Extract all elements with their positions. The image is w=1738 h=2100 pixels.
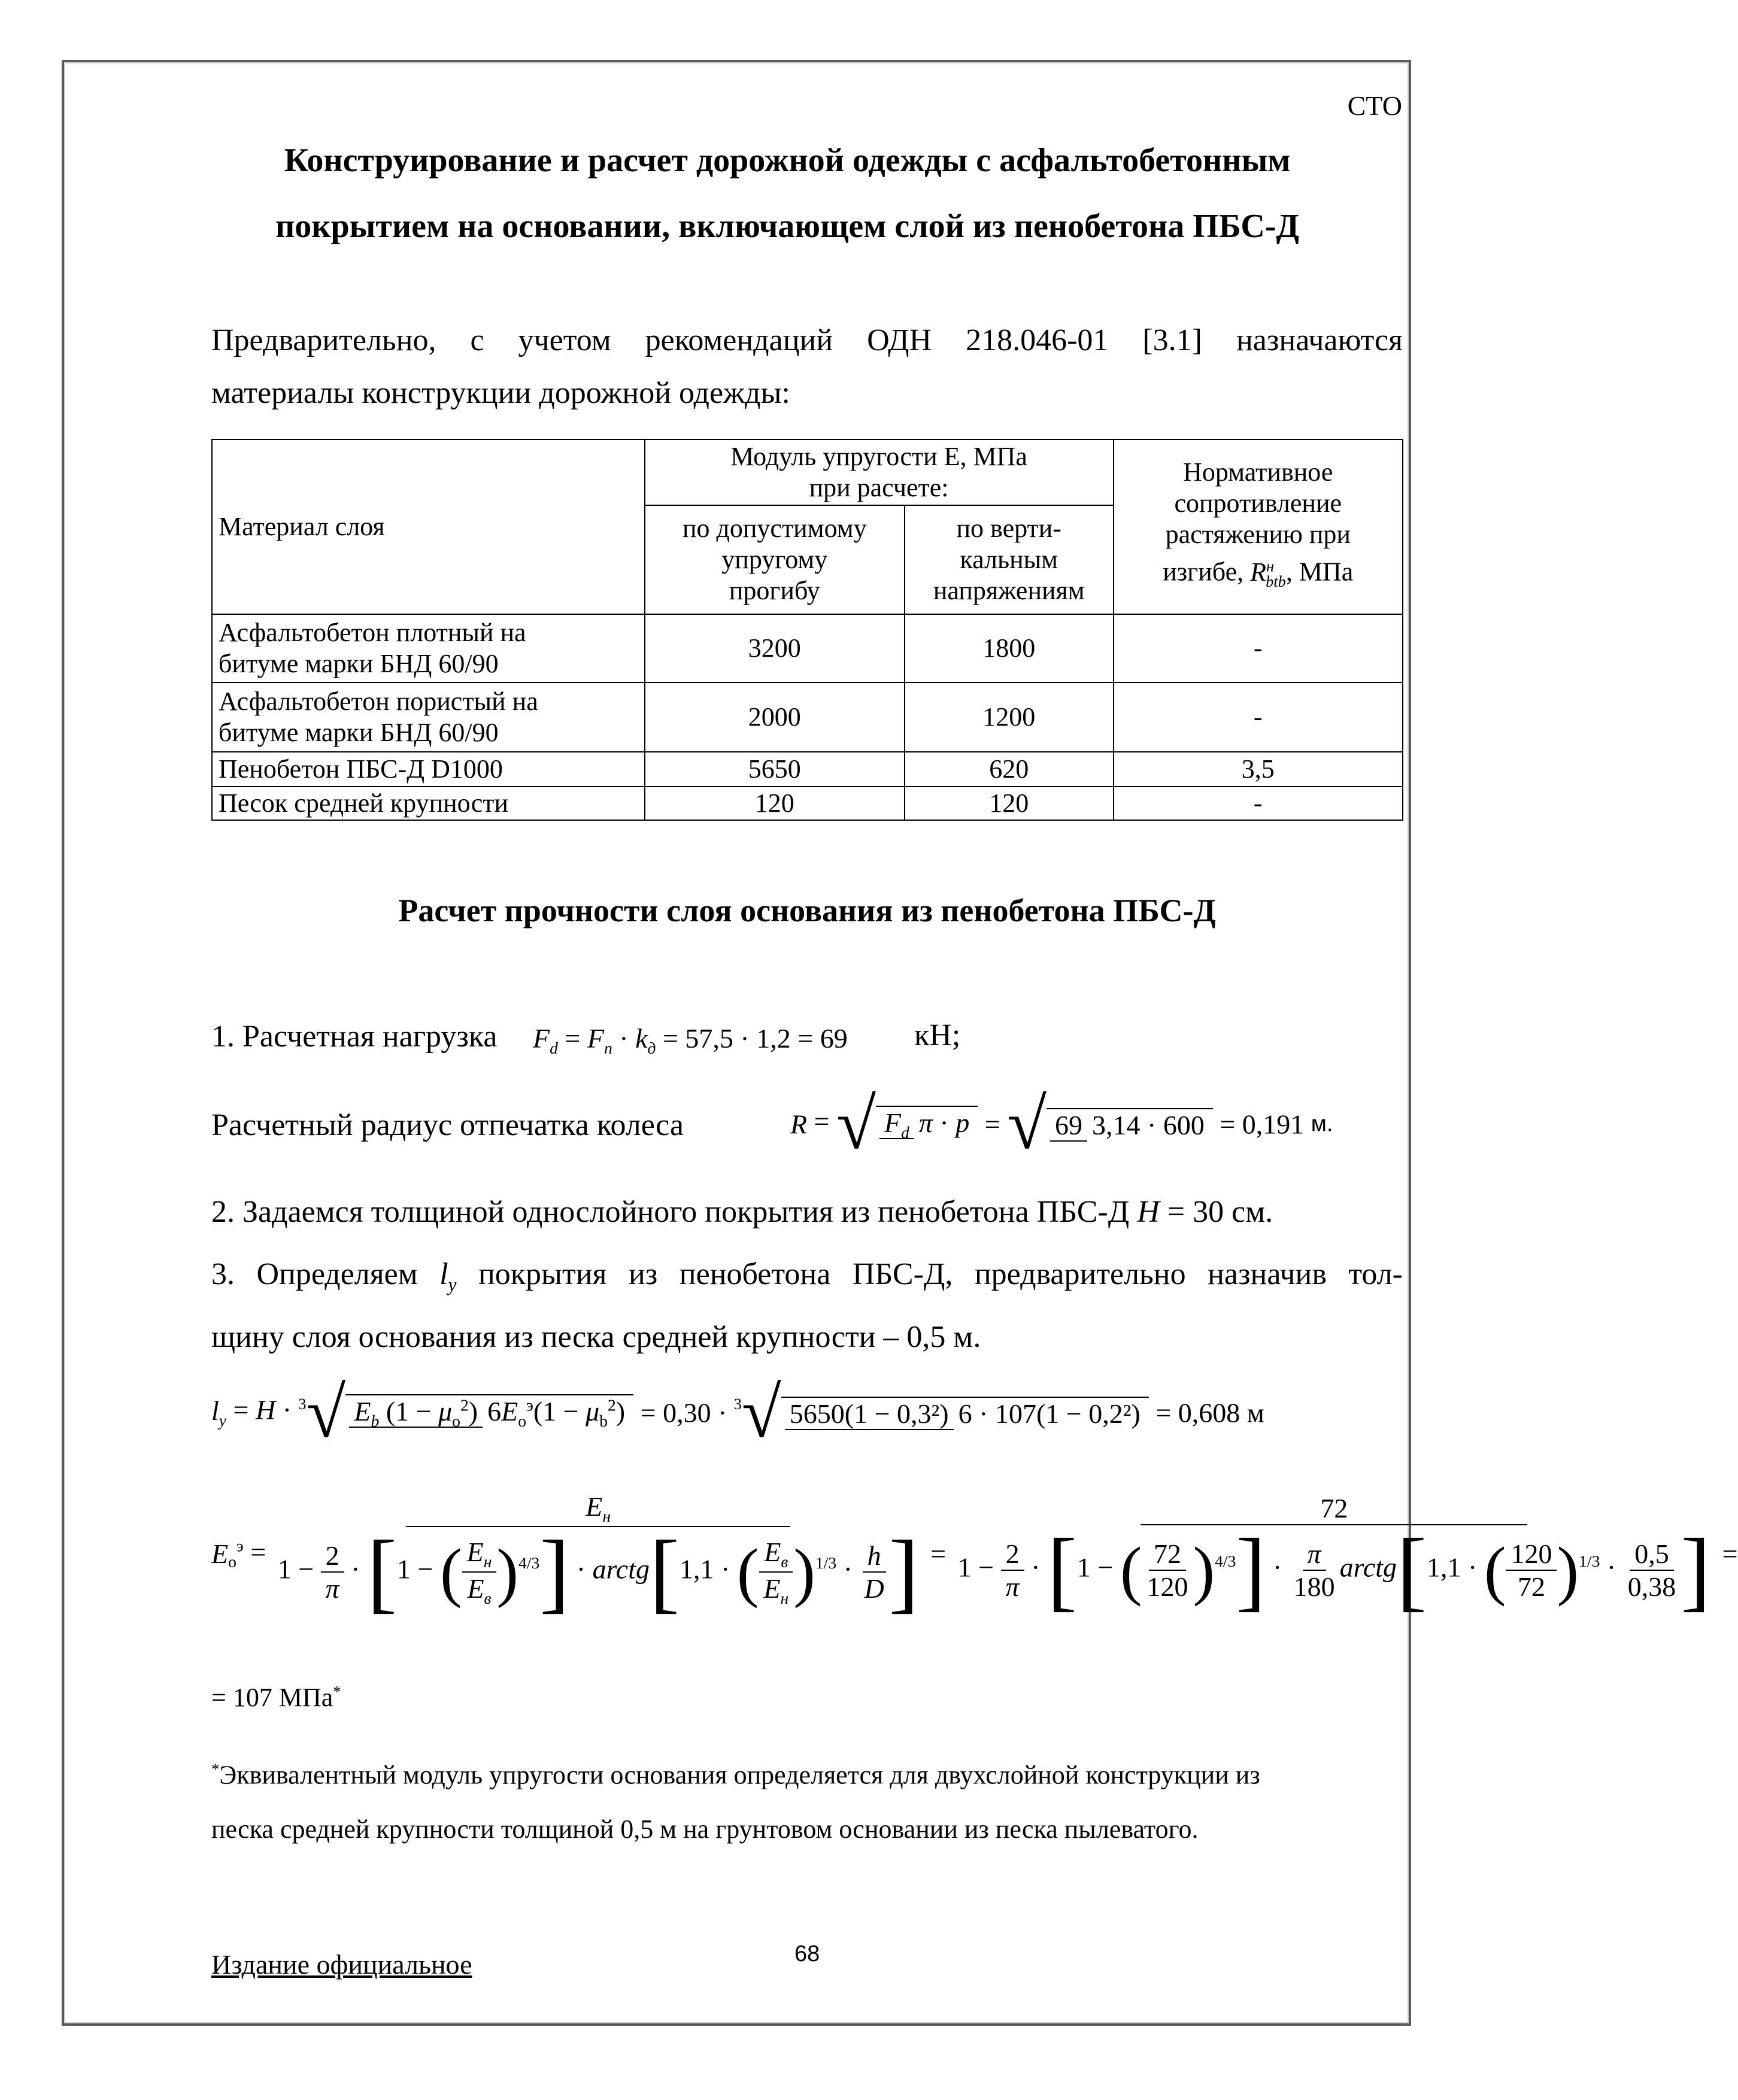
materials-table [211, 439, 1403, 821]
footnote-text-1: Эквивалентный модуль упругости основания определяется для двухслойной конструкции из [219, 1760, 1260, 1790]
th-tensile-unit: , МПа [1285, 557, 1354, 587]
cell-e-vertical: 1200 [905, 682, 1114, 752]
cell-e-deflection: 120 [645, 787, 905, 820]
eo-frac-symbolic: $E_н$ 1 − $\frac{2}{\pi}$ · [1 − ( $\frac{E_н}{E_в}$ )$^{4/3}$] · arctg[1,1 · ( $\frac{E_в}{E_н}$ )$^{1/3}$ · $\frac{h}{D}$ ] [277, 1491, 919, 1622]
cell-r-tensile: - [1114, 682, 1403, 752]
doc-code: СТО [1347, 90, 1402, 121]
th-modulus-line-1: Модуль упругости Е, МПа [730, 442, 1027, 471]
step3-part-b: покрытия из пенобетона ПБС-Д, предварительно назначив тол- [478, 1257, 1403, 1291]
cell-r-tensile: 3,5 [1114, 752, 1403, 787]
load-formula-values: = 57,5 · 1,2 = 69 [662, 1023, 848, 1054]
radius-label: Расчетный радиус отпечатка колеса [211, 1108, 684, 1142]
th-deflection-line-1: по допустимому [682, 514, 867, 543]
step3-line-2: щину слоя основания из песка средней крупности – 0,5 м. [211, 1320, 981, 1355]
load-formula: $F_d = F_n \cdot k_д = 57,5 \cdot 1,2 = 69$ [533, 1023, 848, 1058]
radius-unit: м. [1311, 1111, 1333, 1137]
th-deflection [645, 505, 905, 614]
cell-e-deflection: 3200 [645, 614, 905, 682]
step3-line-1: 3. Определяем $l_y$ покрытия из пенобетона ПБС-Д, предварительно назначив тол- [211, 1257, 1403, 1295]
th-deflection-line-2: упругому [721, 545, 828, 574]
table-row [212, 787, 1403, 820]
page-number: 68 [794, 1941, 820, 1967]
ly-frac-symbolic: $E_b$ $(1 - \mu_o^2)$ $6E_o^э(1 - \mu_b^2)$ [345, 1394, 633, 1431]
ly-frac-numeric [781, 1397, 1149, 1430]
radius-result: = 0,191 [1220, 1109, 1305, 1140]
step2-value: = 30 см. [1167, 1195, 1273, 1229]
eo-numeric-top: 72 [1141, 1492, 1527, 1525]
footnote [211, 1742, 1406, 1856]
eo-a-den: 120 [1146, 1571, 1188, 1603]
title-line-1: Конструирование и расчет дорожной одежды с асфальтобетонным [284, 142, 1291, 179]
material-line-2: битуме марки БНД 60/90 [219, 718, 499, 747]
footnote-mark: * [211, 1760, 220, 1778]
step2-text: 2. Задаемся толщиной однослойного покрытия из пенобетона ПБС-Д H = 30 см. [211, 1195, 1273, 1229]
th-vertical [905, 505, 1114, 614]
cell-material [212, 682, 645, 752]
step2-label: 2. Задаемся толщиной однослойного покрытия из пенобетона ПБС-Д [211, 1195, 1130, 1229]
table-row [212, 614, 1403, 682]
intro-line-1: Предварительно, с учетом рекомендаций ОДН 218.046-01 [3.1] назначаются [211, 323, 1403, 357]
th-vertical-line-1: по верти- [956, 514, 1061, 543]
ly-den: 6 · 107(1 − 0,2²) [958, 1398, 1141, 1429]
cell-r-tensile: - [1114, 614, 1403, 682]
cell-e-vertical: 120 [905, 787, 1114, 820]
intro-paragraph [211, 314, 1403, 420]
table-row [212, 682, 1403, 752]
table-header-row-1 [212, 439, 1403, 505]
step3-part-a: 3. Определяем [211, 1257, 418, 1291]
material-line-2: битуме марки БНД 60/90 [219, 649, 499, 678]
th-deflection-line-3: прогибу [729, 576, 820, 605]
title-line-2: покрытием на основании, включающем слой из пенобетона ПБС-Д [275, 208, 1300, 245]
eo-pi-den: 180 [1293, 1571, 1335, 1603]
ly-result: = 0,608 м [1155, 1397, 1264, 1428]
th-tensile-line-2: сопротивление [1174, 488, 1342, 518]
th-tensile-word: изгибе, [1163, 557, 1244, 587]
radius-den: 3,14 · 600 [1092, 1109, 1205, 1140]
document-title [213, 128, 1362, 259]
th-tensile-line-1: Нормативное [1183, 457, 1333, 487]
step1-label: 1. Расчетная нагрузка [211, 1019, 498, 1054]
radius-frac-symbolic: $F_d$ π · p [876, 1106, 978, 1142]
ly-coef: = 0,30 · [640, 1397, 727, 1428]
radius-frac-numeric [1047, 1108, 1213, 1141]
th-modulus [645, 439, 1114, 505]
material-line-1: Асфальтобетон пористый на [219, 687, 538, 716]
footnote-line-2: песка средней крупности толщиной 0,5 м на грунтовом основании из песка пылеватого. [211, 1814, 1199, 1844]
intro-line-2: материалы конструкции дорожной одежды: [211, 376, 790, 410]
edition-label: Издание официальное [211, 1949, 472, 1980]
th-vertical-line-2: кальным [960, 545, 1058, 574]
ly-formula: $l_y = H \cdot ^3√$ $E_b$ $(1 - \mu_o^2)$ $6E_o^э(1 - \mu_b^2) = 0,30 \cdot ^3√$ 5650(1 − 0,3²) 6 · 107(1 − 0,2²) = 0,608 м [211, 1373, 1264, 1452]
cell-e-vertical: 620 [905, 752, 1114, 787]
eo-formula: $E_o^э$ = $E_н$ 1 − $\frac{2}{\pi}$ · [1 − ( $\frac{E_н}{E_в}$ )$^{4/3}$] · arctg[1,1 · ( $\frac{E_в}{E_н}$ )$^{1/3}$ · $\frac{h}{D}$ ] = 72 1 − $\frac{2}{\pi}$ · [1 − ( $\frac{72}{120}$ )$^{4/3}$] · $\frac{\pi}{180}$ arctg[1,1 · ( $\frac{120}{72}$ )$^{1/3}$ · $\frac{0,5}{0,38}$ ] = [211, 1491, 1738, 1622]
th-tensile-line-4 [1120, 550, 1397, 596]
eo-c-num: 0,5 [1630, 1538, 1674, 1571]
th-vertical-line-3: напряжениям [933, 576, 1085, 605]
load-unit: кН; [914, 1018, 961, 1052]
eo-a-num: 72 [1149, 1538, 1186, 1571]
section-title: Расчет прочности слоя основания из пенобетона ПБС-Д [398, 893, 1216, 928]
step3-paragraph [211, 1248, 1403, 1364]
radius-formula: R = √ $F_d$ π · p = √ 69 3,14 · 600 = 0,191 м. [790, 1084, 1333, 1164]
th-material: Материал слоя [212, 439, 645, 614]
result-line [211, 1682, 341, 1713]
ly-num: 5650(1 − 0,3²) [785, 1398, 954, 1430]
eo-b-num: 120 [1506, 1538, 1557, 1571]
r-btb-symbol: $R^н_{btb}$ [1250, 557, 1286, 590]
cell-material [212, 614, 645, 682]
result-text: = 107 МПа [211, 1683, 333, 1712]
eo-c-den: 0,38 [1627, 1571, 1676, 1603]
cell-r-tensile: - [1114, 787, 1403, 820]
eo-b-den: 72 [1517, 1571, 1545, 1603]
cell-e-deflection: 2000 [645, 682, 905, 752]
result-mark: * [333, 1682, 341, 1701]
table-row [212, 752, 1403, 787]
cell-e-deflection: 5650 [645, 752, 905, 787]
cell-material: Пенобетон ПБС-Д D1000 [212, 752, 645, 787]
eo-frac-numeric: 72 1 − $\frac{2}{\pi}$ · [1 − ( $\frac{72}{120}$ )$^{4/3}$] · $\frac{\pi}{180}$ arctg[1,1 · ( $\frac{120}{72}$ )$^{1/3}$ · $\frac{0,5}{0,38}$ ] [957, 1493, 1711, 1620]
footnote-line-1 [211, 1742, 1406, 1802]
radius-num: 69 [1050, 1110, 1087, 1142]
cell-e-vertical: 1800 [905, 614, 1114, 682]
th-modulus-line-2: при расчете: [809, 473, 949, 502]
material-line-1: Асфальтобетон плотный на [219, 618, 526, 647]
th-tensile [1114, 439, 1403, 614]
cell-material: Песок средней крупности [212, 787, 645, 820]
th-tensile-line-3: растяжению при [1165, 520, 1351, 550]
eo-coef: 1,1 [1427, 1552, 1461, 1583]
